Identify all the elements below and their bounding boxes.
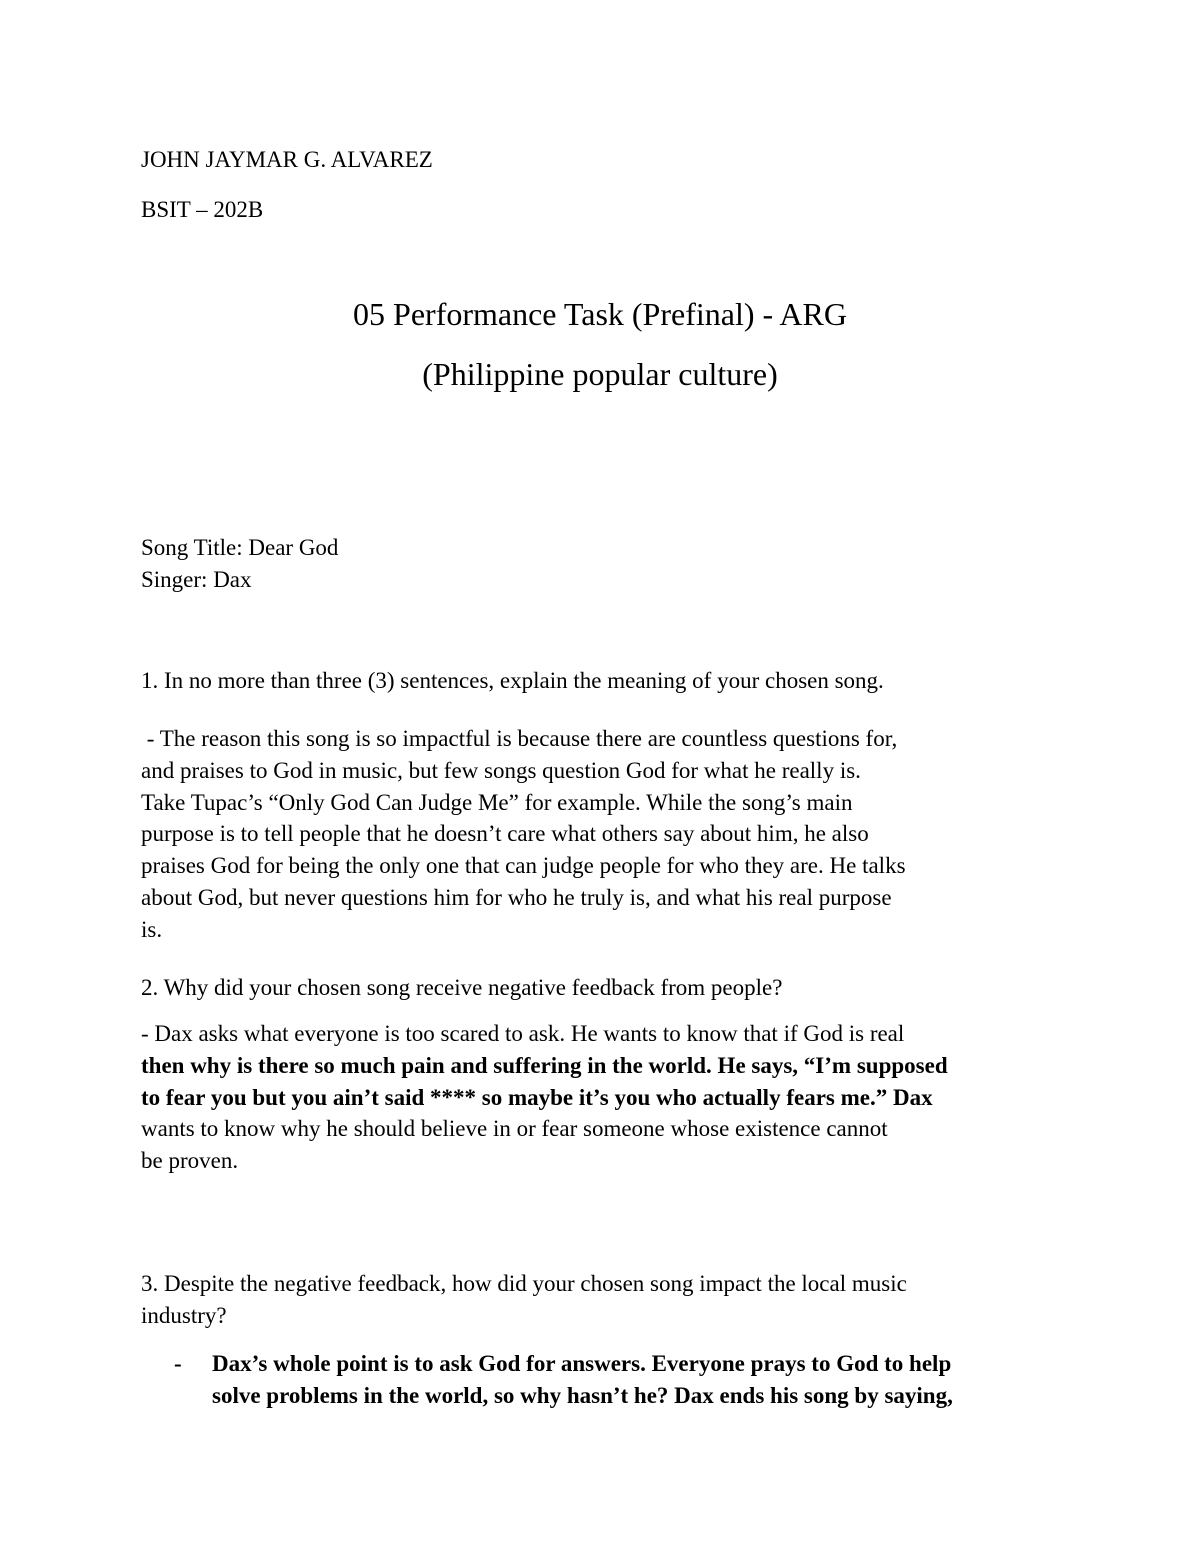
answer-1-line: praises God for being the only one that can judge people for who they are. He talks: [141, 853, 906, 879]
question-1: 1. In no more than three (3) sentences, explain the meaning of your chosen song.: [141, 668, 884, 693]
answer-2-line: to fear you but you ain’t said **** so maybe it’s you who actually fears me.” Dax: [141, 1084, 933, 1110]
answer-1-line: purpose is to tell people that he doesn’t care what others say about him, he also: [141, 821, 869, 847]
answer-1-line: and praises to God in music, but few songs question God for what he really is.: [141, 757, 861, 783]
question-3-line: 3. Despite the negative feedback, how did your chosen song impact the local music: [141, 1271, 907, 1296]
answer-3-line: Dax’s whole point is to ask God for answers. Everyone prays to God to help: [212, 1351, 952, 1376]
document-subtitle: (Philippine popular culture): [422, 356, 778, 392]
answer-3: [212, 1348, 1072, 1412]
question-3-line: industry?: [141, 1302, 227, 1328]
answer-1: [141, 723, 1061, 946]
answer-2: [141, 1018, 1061, 1177]
student-name: JOHN JAYMAR G. ALVAREZ: [141, 147, 433, 172]
question-2: 2. Why did your chosen song receive negative feedback from people?: [141, 975, 783, 1000]
question-3: [141, 1268, 1061, 1332]
answer-2-line: be proven.: [141, 1148, 239, 1174]
answer-3-line: solve problems in the world, so why hasn’t he? Dax ends his song by saying,: [212, 1383, 953, 1408]
answer-2-line: - Dax asks what everyone is too scared to ask. He wants to know that if God is real: [141, 1021, 905, 1046]
document-title: 05 Performance Task (Prefinal) - ARG: [353, 296, 847, 332]
answer-1-line: - The reason this song is so impactful is because there are countless questions for,: [141, 726, 898, 751]
song-singer: Singer: Dax: [141, 567, 252, 592]
answer-1-line: about God, but never questions him for who he truly is, and what his real purpose: [141, 884, 892, 910]
answer-1-line: is.: [141, 916, 163, 942]
student-section: BSIT – 202B: [141, 197, 264, 222]
song-title: Song Title: Dear God: [141, 535, 339, 560]
answer-1-line: Take Tupac’s “Only God Can Judge Me” for example. While the song’s main: [141, 789, 853, 815]
answer-2-line: then why is there so much pain and suffering in the world. He says, “I’m supposed: [141, 1052, 948, 1078]
answer-2-line: wants to know why he should believe in or fear someone whose existence cannot: [141, 1116, 888, 1142]
bullet-marker: -: [174, 1351, 182, 1376]
